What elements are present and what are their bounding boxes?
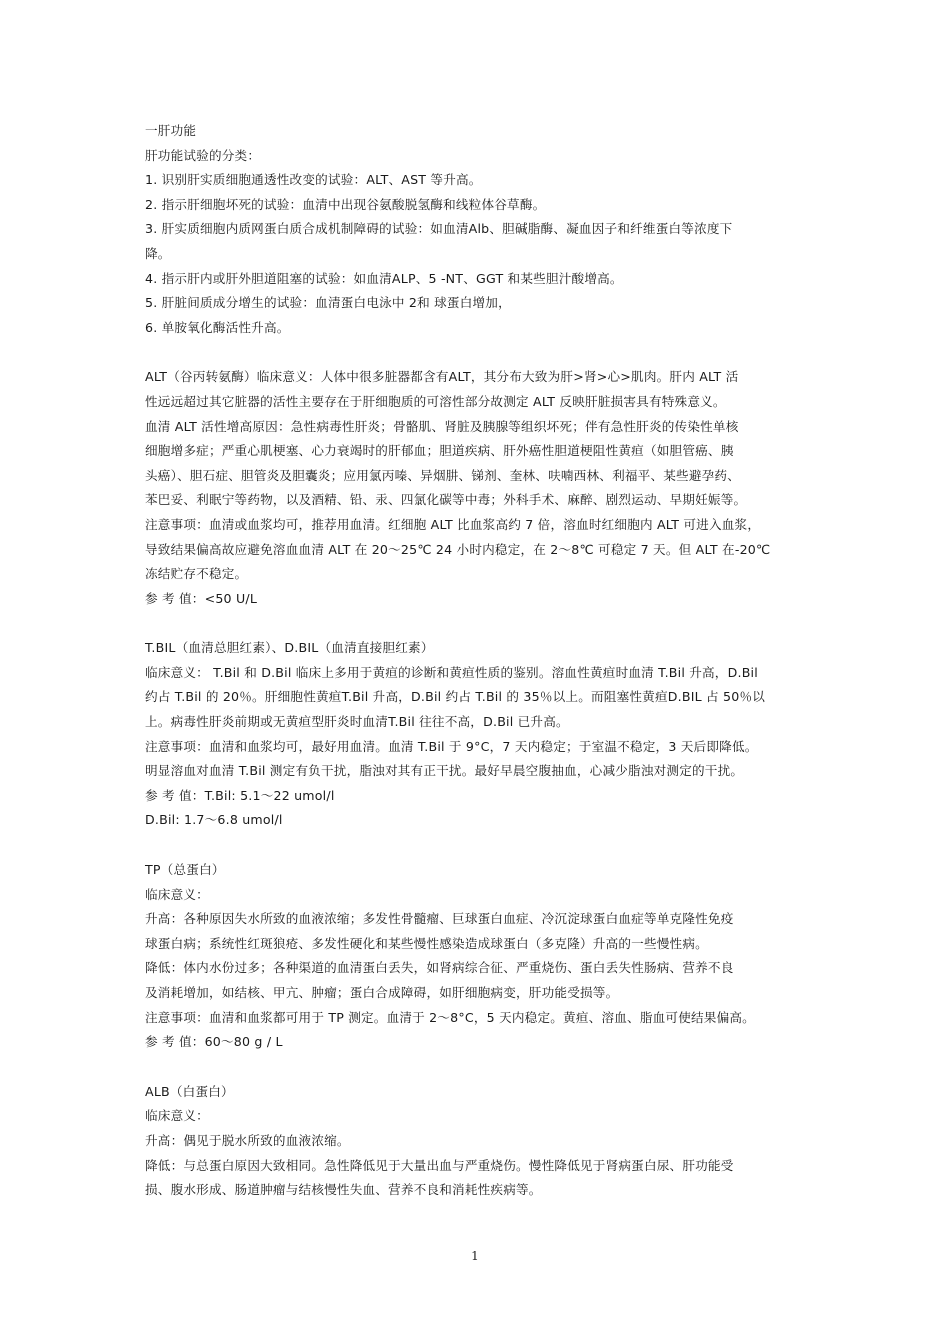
paragraph-line: 注意事项：血清或血浆均可，推荐用血清。红细胞 ALT 比血浆高约 7 倍，溶血时红细胞内 ALT 可进入血浆， xyxy=(145,516,761,532)
paragraph-line: 临床意义： T.Bil 和 D.Bil 临床上多用于黄疸的诊断和黄疸性质的鉴别。溶血性黄疸时血清 T.Bil 升高，D.Bil xyxy=(145,664,758,680)
section-intro xyxy=(145,119,815,340)
paragraph-line: 损、腹水形成、肠道肿瘤与结核慢性失血、营养不良和消耗性疾病等。 xyxy=(145,1182,542,1198)
paragraph-line: 头癌）、胆石症、胆管炎及胆囊炎；应用氯丙嗪、异烟肼、锑剂、奎林、呋喃西林、利福平、某些避孕药、 xyxy=(145,467,741,483)
section-title: T.BIL（血清总胆红素）、D.BIL（血清直接胆红素） xyxy=(145,640,434,656)
document-body xyxy=(145,119,815,1203)
paragraph-line: 降低：体内水份过多；各种渠道的血清蛋白丢失，如肾病综合征、严重烧伤、蛋白丢失性肠病、营养不良 xyxy=(145,960,734,976)
paragraph-line: 临床意义： xyxy=(145,1108,209,1124)
paragraph-line: 球蛋白病；系统性红斑狼疮、多发性硬化和某些慢性感染造成球蛋白（多克隆）升高的一些慢性病。 xyxy=(145,935,708,951)
list-item: 3. 肝实质细胞内质网蛋白质合成机制障碍的试验：如血清Alb、胆碱脂酶、凝血因子和纤维蛋白等浓度下 xyxy=(145,221,733,237)
paragraph-line: 苯巴妥、利眠宁等药物，以及酒精、铅、汞、四氯化碳等中毒；外科手术、麻醉、剧烈运动、早期妊娠等。 xyxy=(145,492,747,508)
section-title: 一肝功能 xyxy=(145,123,197,138)
paragraph-line: 约占 T.Bil 的 20％。肝细胞性黄疸T.Bil 升高，D.Bil 约占 T.Bil 的 35％以上。而阻塞性黄疸D.BIL 占 50％以 xyxy=(145,689,766,705)
list-item-continuation: 降。 xyxy=(145,245,171,261)
section-alt xyxy=(145,365,815,611)
paragraph-line: 导致结果偏高故应避免溶血血清 ALT 在 20～25℃ 24 小时内稳定，在 2～8℃ 可稳定 7 天。但 ALT 在-20℃ xyxy=(145,541,771,557)
paragraph-line: 升高：各种原因失水所致的血液浓缩；多发性骨髓瘤、巨球蛋白血症、冷沉淀球蛋白血症等单克隆性免疫 xyxy=(145,911,734,927)
paragraph-line: 上。病毒性肝炎前期或无黄疸型肝炎时血清T.Bil 往往不高，D.Bil 已升高。 xyxy=(145,714,569,730)
list-item: 6. 单胺氧化酶活性升高。 xyxy=(145,319,290,335)
reference-value: 参 考 值：<50 U/L xyxy=(145,590,258,606)
section-title: TP（总蛋白） xyxy=(145,862,225,878)
reference-value: 参 考 值：T.Bil: 5.1～22 umol/l xyxy=(145,787,335,803)
paragraph-line: ALT（谷丙转氨酶）临床意义：人体中很多脏器都含有ALT，其分布大致为肝>肾>心>肌肉。肝内 ALT 活 xyxy=(145,369,739,385)
page-number: 1 xyxy=(471,1249,479,1263)
paragraph-line: 及消耗增加，如结核、甲亢、肿瘤；蛋白合成障碍，如肝细胞病变，肝功能受损等。 xyxy=(145,985,619,1000)
section-alb xyxy=(145,1080,815,1203)
section-title: ALB（白蛋白） xyxy=(145,1083,234,1099)
section-tp xyxy=(145,858,815,1055)
list-item: 2. 指示肝细胞坏死的试验：血清中出现谷氨酸脱氢酶和线粒体谷草酶。 xyxy=(145,196,546,212)
paragraph-line: 性远远超过其它脏器的活性主要存在于肝细胞质的可溶性部分故测定 ALT 反映肝脏损害具有特殊意义。 xyxy=(145,393,726,409)
reference-value: 参 考 值：60～80 g / L xyxy=(145,1034,283,1050)
paragraph-line: 临床意义： xyxy=(145,886,209,902)
list-item: 4. 指示肝内或肝外胆道阻塞的试验：如血清ALP、5 -NT、GGT 和某些胆汁酸增高。 xyxy=(145,270,623,286)
list-item: 1. 识别肝实质细胞通透性改变的试验：ALT、AST 等升高。 xyxy=(145,172,482,188)
section-subtitle: 肝功能试验的分类： xyxy=(145,147,261,163)
paragraph-line: 细胞增多症；严重心肌梗塞、心力衰竭时的肝郁血；胆道疾病、肝外癌性胆道梗阻性黄疸（如胆管癌、胰 xyxy=(145,443,734,459)
section-tbil xyxy=(145,636,815,833)
reference-value: D.Bil: 1.7～6.8 umol/l xyxy=(145,812,283,828)
paragraph-line: 升高：偶见于脱水所致的血液浓缩。 xyxy=(145,1132,350,1148)
paragraph-line: 注意事项：血清和血浆均可，最好用血清。血清 T.Bil 于 9°C，7 天内稳定；于室温不稳定，3 天后即降低。 xyxy=(145,738,758,754)
paragraph-line: 明显溶血对血清 T.Bil 测定有负干扰，脂浊对其有正干扰。最好早晨空腹抽血，心减少脂浊对测定的干扰。 xyxy=(145,763,744,779)
list-item: 5. 肝脏间质成分增生的试验：血清蛋白电泳中 2和 球蛋白增加， xyxy=(145,295,511,311)
paragraph-line: 血清 ALT 活性增高原因：急性病毒性肝炎；骨骼肌、肾脏及胰腺等组织坏死；伴有急性肝炎的传染性单核 xyxy=(145,418,739,434)
paragraph-line: 降低：与总蛋白原因大致相同。急性降低见于大量出血与严重烧伤。慢性降低见于肾病蛋白尿、肝功能受 xyxy=(145,1157,734,1173)
paragraph-line: 注意事项：血清和血浆都可用于 TP 测定。血清于 2～8°C，5 天内稳定。黄疸、溶血、脂血可使结果偏高。 xyxy=(145,1009,755,1025)
paragraph-line: 冻结贮存不稳定。 xyxy=(145,566,248,582)
